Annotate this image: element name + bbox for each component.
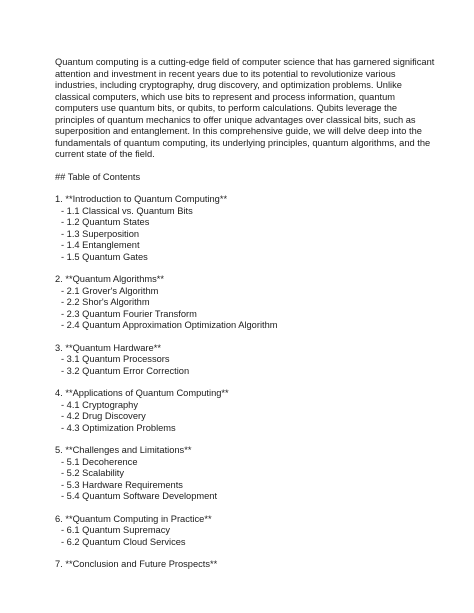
toc-heading: ## Table of Contents xyxy=(55,171,141,182)
toc-subsection-item: - 1.2 Quantum States xyxy=(61,217,150,227)
toc-subsection-list xyxy=(55,286,434,332)
toc-subsection-item: - 4.3 Optimization Problems xyxy=(61,422,176,433)
toc-section-title: 2. **Quantum Algorithms** xyxy=(55,274,165,284)
toc-subsection-item: - 6.2 Quantum Cloud Services xyxy=(61,536,186,547)
toc-section xyxy=(55,343,434,378)
toc-subsection-item: - 4.1 Cryptography xyxy=(61,399,138,410)
toc-section xyxy=(55,194,434,263)
toc-subsection-item: - 3.2 Quantum Error Correction xyxy=(61,365,190,376)
toc-subsection-item: - 2.4 Quantum Approximation Optimization Algorithm xyxy=(61,320,278,330)
toc-section xyxy=(55,514,434,549)
toc-section-title: 5. **Challenges and Limitations** xyxy=(55,445,192,455)
toc-subsection-item: - 5.2 Scalability xyxy=(61,468,125,478)
toc-subsection-item: - 1.5 Quantum Gates xyxy=(61,251,148,262)
toc-subsection-item: - 5.3 Hardware Requirements xyxy=(61,479,183,490)
toc-subsection-item: - 5.1 Decoherence xyxy=(61,456,138,467)
toc-subsection-item: - 6.1 Quantum Supremacy xyxy=(61,525,171,535)
toc-section-title: 1. **Introduction to Quantum Computing** xyxy=(55,194,228,204)
toc-subsection-item: - 2.1 Grover's Algorithm xyxy=(61,285,159,296)
toc-section xyxy=(55,559,434,571)
toc-subsection-item: - 1.4 Entanglement xyxy=(61,240,140,250)
toc-section-title: 4. **Applications of Quantum Computing** xyxy=(55,388,229,398)
toc-subsection-list xyxy=(55,206,434,264)
toc-section xyxy=(55,445,434,503)
toc-subsection-list xyxy=(55,525,434,548)
toc-subsection-item: - 2.2 Shor's Algorithm xyxy=(61,297,150,307)
toc-subsection-item: - 3.1 Quantum Processors xyxy=(61,354,170,364)
toc-section-title: 7. **Conclusion and Future Prospects** xyxy=(55,559,218,569)
toc-subsection-item: - 1.3 Superposition xyxy=(61,228,140,239)
toc-subsection-item: - 1.1 Classical vs. Quantum Bits xyxy=(61,205,193,216)
toc-subsection-item: - 4.2 Drug Discovery xyxy=(61,411,146,421)
toc-section xyxy=(55,388,434,434)
toc-subsection-item: - 5.4 Quantum Software Development xyxy=(61,491,218,501)
toc-subsection-list xyxy=(55,400,434,435)
toc-section-title: 6. **Quantum Computing in Practice** xyxy=(55,513,212,524)
intro-paragraph: Quantum computing is a cutting-edge field of computer science that has garnered significant attention and investment in recent years due to its potential to revolutionize various industries, including cryptography, drug discovery, and optimization problems. Unlike classical computers, which use bits to represent and process information, quantum computers use quantum bits, or qubits, to perform calculations. Qubits leverage the principles of quantum mechanics to offer unique advantages over classical bits, such as superposition and entanglement. In this comprehensive guide, we will delve deep into the fundamentals of quantum computing, its underlying principles, quantum algorithms, and the current state of the field. xyxy=(55,57,435,159)
table-of-contents xyxy=(55,194,434,571)
toc-subsection-list xyxy=(55,354,434,377)
toc-subsection-item: - 2.3 Quantum Fourier Transform xyxy=(61,308,197,319)
toc-subsection-list xyxy=(55,457,434,503)
toc-section-title: 3. **Quantum Hardware** xyxy=(55,342,161,353)
toc-section xyxy=(55,274,434,332)
